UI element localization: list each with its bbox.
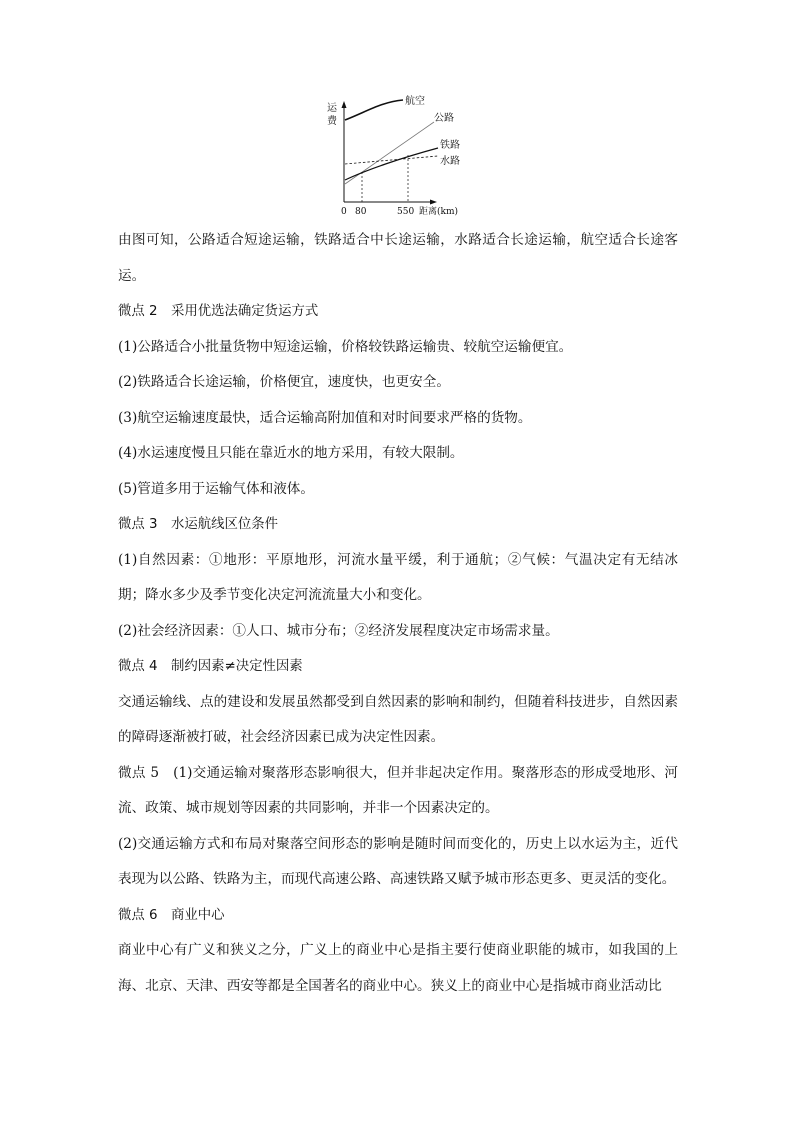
heading-point-2: 微点 2 采用优选法确定货运方式: [118, 304, 319, 319]
paragraph-air: (3)航空运输速度最快，适合运输高附加值和对时间要求严格的货物。: [118, 409, 532, 426]
rail-line: [345, 148, 438, 180]
paragraph-figure-summary: 由图可知，公路适合短途运输，铁路适合中长途运输，水路适合长途运输，航空适合长途客运。: [118, 232, 678, 284]
cost-distance-diagram: [326, 90, 466, 222]
paragraph-rail: (2)铁路适合长途运输，价格便宜，速度快，也更安全。: [118, 374, 450, 390]
y-axis-arrow: [342, 101, 347, 108]
heading-point-4: 微点 4 制约因素≠决定性因素: [118, 659, 303, 674]
paragraph-water: (4)水运速度慢且只能在靠近水的地方采用，有较大限制。: [118, 445, 464, 461]
paragraph-pipeline: (5)管道多用于运输气体和液体。: [118, 480, 314, 497]
paragraph-road: (1)公路适合小批量货物中短途运输，价格较铁路运输贵、较航空运输便宜。: [118, 338, 573, 355]
paragraph-point-5-2: (2)交通运输方式和布局对聚落空间形态的影响是随时间而变化的，历史上以水运为主，近代表现为以公路、铁路为主，而现代高速公路、高速铁路又赋予城市形态更多、更灵活的变化。: [118, 835, 678, 887]
paragraph-socioeconomic-factors: (2)社会经济因素：①人口、城市分布；②经济发展程度决定市场需求量。: [118, 622, 559, 639]
heading-point-3: 微点 3 水运航线区位条件: [118, 517, 279, 532]
paragraph-decisive-factors: 交通运输线、点的建设和发展虽然都受到自然因素的影响和制约，但随着科技进步，自然因素的障碍逐渐被打破，社会经济因素已成为决定性因素。: [118, 693, 678, 745]
tick-80-label: 80: [355, 207, 367, 217]
road-label: 公路: [434, 113, 454, 124]
paragraph-commercial-center: 商业中心有广义和狭义之分，广义上的商业中心是指主要行使商业职能的城市，如我国的上海、北京、天津、西安等都是全国著名的商业中心。狭义上的商业中心是指城市商业活动比: [118, 942, 678, 994]
y-label-bottom: 费: [327, 116, 337, 127]
water-label: 水路: [440, 156, 460, 167]
air-line: [345, 100, 403, 120]
x-axis-label: 距离(km): [419, 207, 459, 217]
water-line: [345, 156, 438, 164]
paragraph-point-5-1: 微点 5 (1)交通运输对聚落形态影响很大，但并非起决定作用。聚落形态的形成受地形、河流、政策、城市规划等因素的共同影响，并非一个因素决定的。: [118, 764, 678, 816]
origin-label: 0: [341, 207, 347, 217]
rail-label: 铁路: [440, 140, 460, 151]
article-body: [118, 223, 678, 1004]
y-label-top: 运: [327, 103, 337, 114]
transport-cost-figure: [326, 90, 466, 222]
paragraph-natural-factors: (1)自然因素：①地形：平原地形，河流水量平缓，利于通航；②气候：气温决定有无结冰期；降水多少及季节变化决定河流流量大小和变化。: [118, 551, 678, 603]
air-label: 航空: [405, 96, 425, 107]
heading-point-6: 微点 6 商业中心: [118, 907, 225, 923]
x-axis-arrow: [430, 200, 437, 205]
tick-550-label: 550: [397, 207, 415, 217]
